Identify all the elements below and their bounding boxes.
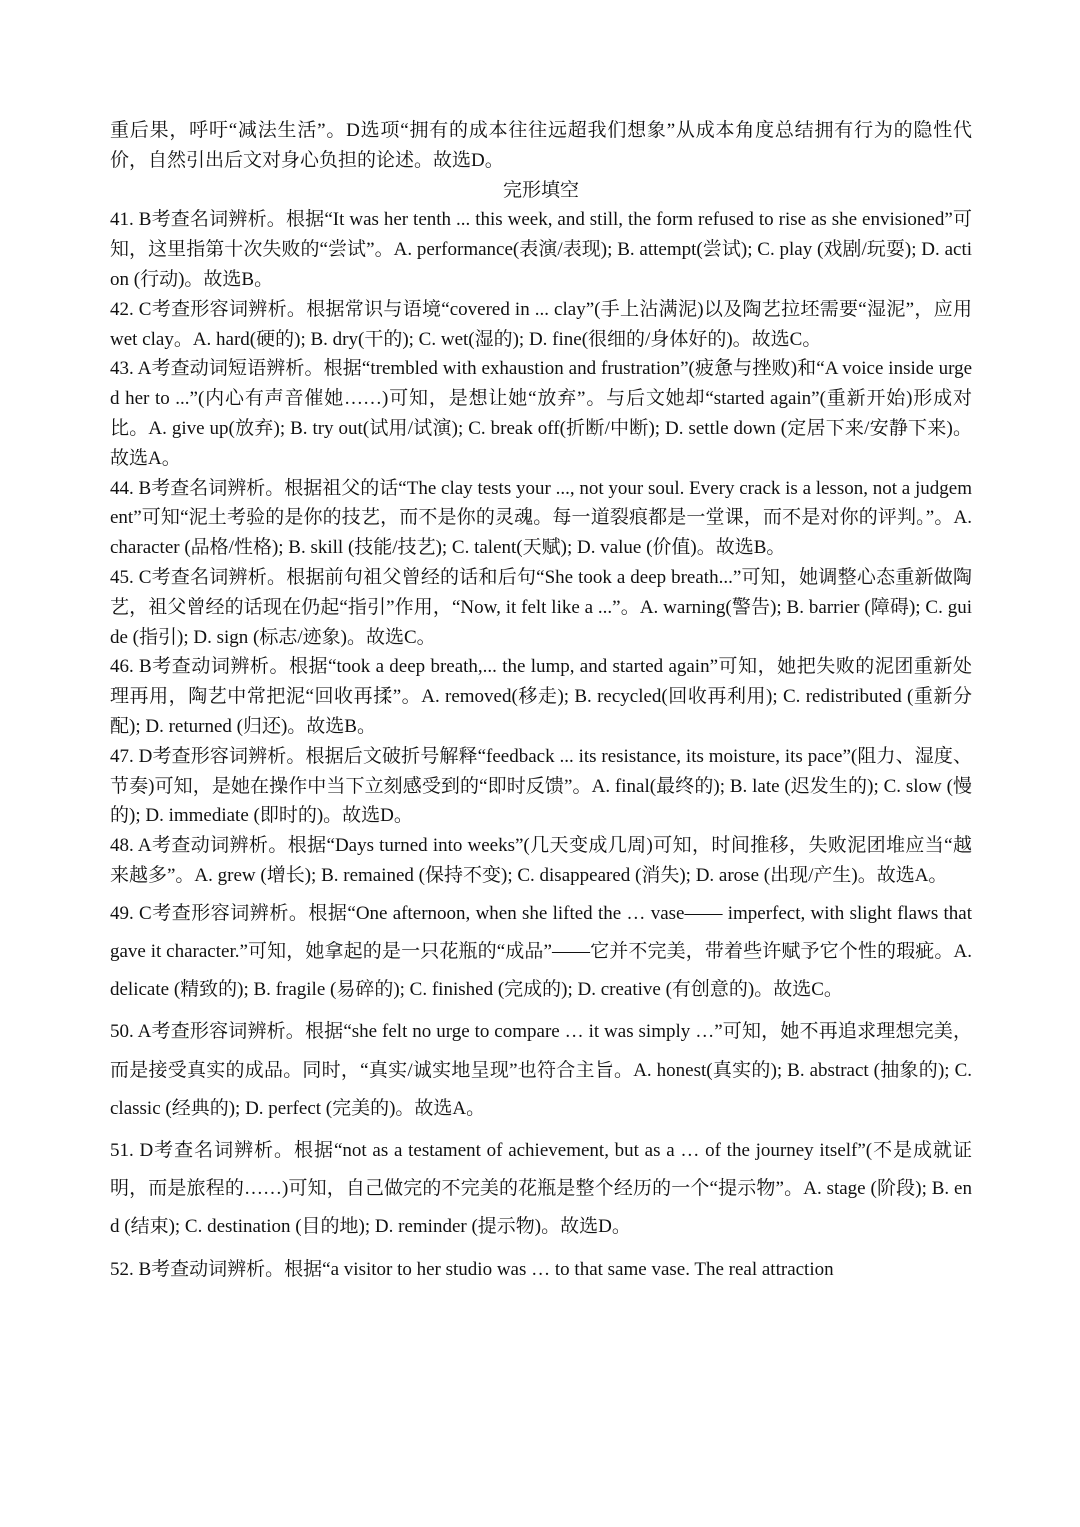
answer-item: 49. C考查形容词辨析。根据“One afternoon, when she lifted the … vase—— imperfect, with slight flaws that gave it character.”可知，她拿起的是一只花瓶的“成品”——它并不完美，带着些许赋予它个性的瑕疵。A. delicate (精致的); B. fragile (易碎的); C. finished (完成的); D. creative (有创意的)。故选C。 — [110, 902, 972, 1001]
document-page — [110, 116, 972, 1289]
intro-paragraph: 重后果，呼吁“减法生活”。D选项“拥有的成本往往远超我们想象”从成本角度总结拥有行为的隐性代价，自然引出后文对身心负担的论述。故选D。 — [110, 120, 972, 171]
answer-item: 41. B考查名词辨析。根据“It was her tenth ... this week, and still, the form refused to rise as she envisioned”可知，这里指第十次失败的“尝试”。A. performance(表演/表现); B. attempt(尝试); C. play (戏剧/玩耍); D. action (行动)。故选B。 — [110, 209, 972, 290]
section-title: 完形填空 — [502, 179, 579, 201]
answer-item: 42. C考查形容词辨析。根据常识与语境“covered in ... clay”(手上沾满泥)以及陶艺拉坯需要“湿泥”，应用wet clay。A. hard(硬的); B. dry(干的); C. wet(湿的); D. fine(很细的/身体好的)。故选C。 — [110, 298, 972, 350]
answer-item: 44. B考查名词辨析。根据祖父的话“The clay tests your ..., not your soul. Every crack is a lesson, not a judgement”可知“泥土考验的是你的技艺，而不是你的灵魂。每一道裂痕都是一堂课，而不是对你的评判。”。A. character (品格/性格); B. skill (技能/技艺); C. talent(天赋); D. value (价值)。故选B。 — [110, 477, 972, 559]
answer-item: 43. A考查动词短语辨析。根据“trembled with exhaustion and frustration”(疲惫与挫败)和“A voice inside urged her to ...”(内心有声音催她……)可知，是想让她“放弃”。与后文她却“started again”(重新开始)形成对比。A. give up(放弃); B. try out(试用/试演); C. break off(折断/中断); D. settle down (定居下来/安静下来)。故选A。 — [110, 358, 972, 469]
answer-item: 47. D考查形容词辨析。根据后文破折号解释“feedback ... its resistance, its moisture, its pace”(阻力、湿度、节奏)可知，是她在操作中当下立刻感受到的“即时反馈”。A. final(最终的); B. late (迟发生的); C. slow (慢的); D. immediate (即时的)。故选D。 — [110, 745, 972, 827]
answer-item: 45. C考查名词辨析。根据前句祖父曾经的话和后句“She took a deep breath...”可知，她调整心态重新做陶艺，祖父曾经的话现在仍起“指引”作用，“Now, it felt like a ...”。A. warning(警告); B. barrier (障碍); C. guide (指引); D. sign (标志/迹象)。故选C。 — [110, 566, 972, 648]
answer-item: 50. A考查形容词辨析。根据“she felt no urge to compare … it was simply …”可知，她不再追求理想完美，而是接受真实的成品。同时，“真实/诚实地呈现”也符合主旨。A. honest(真实的); B. abstract (抽象的); C. classic (经典的); D. perfect (完美的)。故选A。 — [110, 1021, 972, 1119]
answer-item: 51. D考查名词辨析。根据“not as a testament of achievement, but as a … of the journey itself”(不是成就证明，而是旅程的……)可知，自己做完的不完美的花瓶是整个经历的一个“提示物”。A. stage (阶段); B. end (结束); C. destination (目的地); D. reminder (提示物)。故选D。 — [110, 1139, 972, 1238]
answer-item: 46. B考查动词辨析。根据“took a deep breath,... the lump, and started again”可知，她把失败的泥团重新处理再用，陶艺中常把泥“回收再揉”。A. removed(移走); B. recycled(回收再利用); C. redistributed (重新分配); D. returned (归还)。故选B。 — [110, 656, 972, 737]
answer-item: 48. A考查动词辨析。根据“Days turned into weeks”(几天变成几周)可知，时间推移，失败泥团堆应当“越来越多”。A. grew (增长); B. remained (保持不变); C. disappeared (消失); D. arose (出现/产生)。故选A。 — [110, 835, 972, 886]
answer-item: 52. B考查动词辨析。根据“a visitor to her studio was … to that same vase. The real attraction — [110, 1258, 834, 1280]
